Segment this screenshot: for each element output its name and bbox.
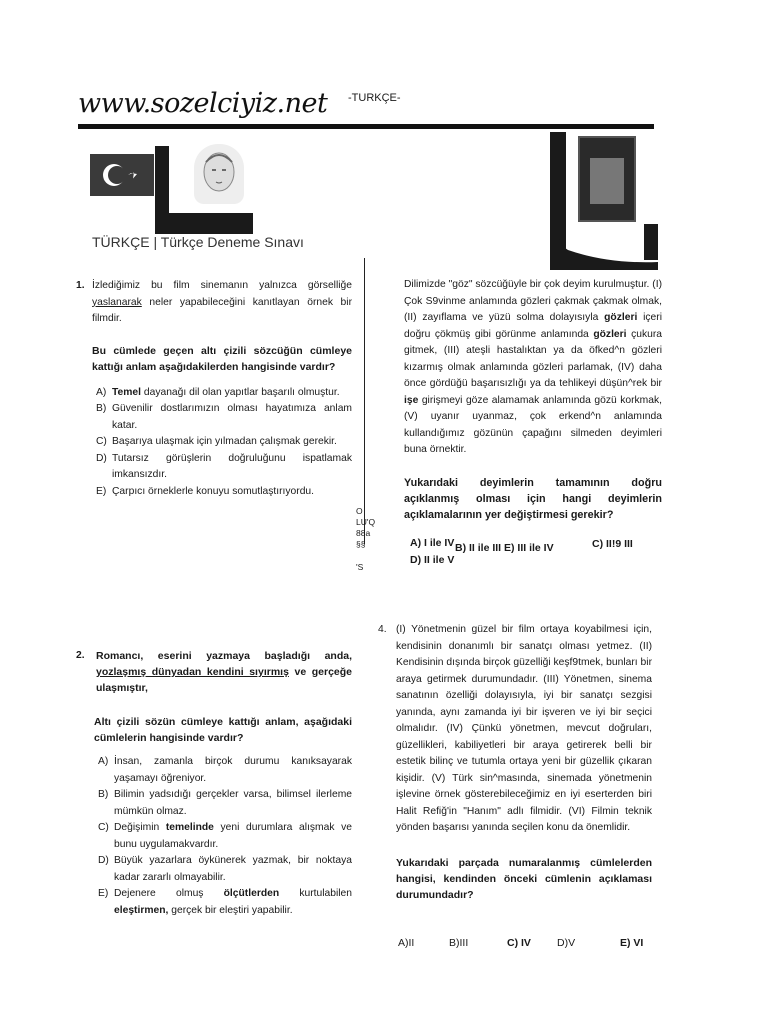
option-letter: A) xyxy=(96,386,107,398)
margin-mark: LU'Q xyxy=(356,517,376,527)
option-text-part: kurtulabilen xyxy=(279,888,352,899)
question-number: 4. xyxy=(378,624,387,635)
question-number: 2. xyxy=(76,650,85,661)
answer-options xyxy=(98,754,352,919)
site-logo-text: www.sozelciyiz.net xyxy=(78,88,328,119)
question-stem: Altı çizili sözün cümleye kattığı anlam, aşağıdaki cümlelerin hangisinde vardır? xyxy=(94,716,352,744)
bold-word: gözleri xyxy=(604,312,638,323)
column-divider xyxy=(364,258,365,544)
option-c[interactable] xyxy=(98,820,352,853)
question-stem: Yukarıdaki parçada numaralanmış cümlelerden hangisi, kendinden önceki cümlenin açıklaması durumundadır? xyxy=(396,856,652,901)
turkish-flag-image xyxy=(90,154,154,196)
option-bold-text: temelinde xyxy=(165,822,214,833)
option-a[interactable]: A) I ile IV xyxy=(410,537,455,549)
option-a[interactable]: A)II xyxy=(398,937,415,949)
option-d[interactable] xyxy=(96,451,352,484)
margin-mark: §§ xyxy=(356,539,366,549)
answer-options xyxy=(96,385,352,501)
question-stem: Yukarıdaki deyimlerin tamamının doğru açıklanmış olması için hangi deyimlerin açıklamalarının yer değiştirmesi gerekir? xyxy=(404,476,662,521)
option-text xyxy=(114,820,352,853)
option-letter: A) xyxy=(98,756,109,767)
margin-mark: 88a xyxy=(356,528,371,538)
option-letter: B) xyxy=(96,403,107,414)
option-b[interactable] xyxy=(98,787,352,820)
option-letter: E) xyxy=(96,485,107,497)
text-part: Dilimizde "göz" sözcüğüyle bir çok deyim kurulmuştur. (I) Çok S9vinme anlamında gözleri çakmak çakmak olmak, (II) zayıflama ve yüzü solma dolayısıyla xyxy=(404,279,662,323)
decorative-swoosh xyxy=(548,210,660,270)
option-e[interactable]: E) VI xyxy=(620,937,644,949)
option-text-part: gerçek bir eleştiri yapabilir. xyxy=(168,904,293,916)
option-d[interactable]: D) II ile V xyxy=(410,554,455,566)
option-e[interactable] xyxy=(96,484,352,501)
underlined-phrase: yozlaşmış dünyadan kendini sıyırmış xyxy=(96,666,289,678)
option-c[interactable]: C) IV xyxy=(507,937,531,949)
option-letter: B) xyxy=(98,789,109,800)
text-part: Romancı, eserini yazmaya başladığı anda, xyxy=(96,650,352,662)
question-2 xyxy=(76,648,352,919)
margin-mark: O xyxy=(356,506,363,516)
text-part: girişmeyi göze alamamak anlamında gözü korkmak, (V) uyanır uyanmaz, çok erkend^n anlamında kullandığımız gözünün çapağını silmeden deyimleri buna örnektir. xyxy=(404,394,662,455)
question-1 xyxy=(76,278,352,500)
option-letter: D) xyxy=(98,855,109,866)
question-text: (I) Yönetmenin güzel bir film ortaya koyabilmesi için, kendisinin donanımlı bir sanatçı olması yetmez. (II) Kendisinin dışında birçok güzelliği keşf9tmek, bunları bir araya getirmek durumundadır. (III) Yönetmen, sinema sanatının özelliği dolayısıyla, iyi bir sanatçı sezgisi yanında, aynı zamanda iyi bir işveren ve iyi bir seçici olmalıdır. (IV) Çünkü yönetmen, mevcut doğruları, güzellikleri, kabiliyetleri bir araya getirerek belli bir estetik bilinç ve tutumla ortaya yeni bir güzellik çıkaran kişidir. (V) Türk sin^masında, sinemada yönetmenin işlevine örnek gösterebileceğimiz en iyi eserterden biri Halit Refiğ'in "Hanım" adlı filmidir. (VI) Filmin teknik yönden başarısı yanında seçilen konu da önemlidir. xyxy=(396,624,652,833)
question-number: 1. xyxy=(76,280,85,291)
portrait-image xyxy=(194,144,244,204)
option-bold-text: ölçütlerden xyxy=(223,888,280,899)
option-bold-text: Temel xyxy=(112,386,141,398)
option-text: Başarıya ulaşmak için yılmadan çalışmak gerekir. xyxy=(112,436,337,447)
option-text: Bilimin yadsıdığı gerçekler varsa, bilimsel ilerleme mümkün olmaz. xyxy=(114,789,352,817)
option-d[interactable] xyxy=(98,853,352,886)
option-letter: D) xyxy=(96,452,107,464)
option-text-part: Dejenere olmuş xyxy=(114,888,224,899)
option-letter: E) xyxy=(98,888,109,899)
option-text-part: yeni durumlara alışmak ve bunu uygulamakvardır. xyxy=(114,822,352,850)
option-b[interactable] xyxy=(96,401,352,434)
option-c[interactable]: C) II!9 III xyxy=(592,538,633,550)
option-text xyxy=(112,385,352,402)
option-a[interactable] xyxy=(98,754,352,787)
option-text: İnsan, zamanla birçok durumu kanıksayarak yaşamayı öğreniyor. xyxy=(114,756,352,784)
decorative-bar xyxy=(155,213,253,234)
question-text xyxy=(404,277,662,459)
underlined-word: yaslanarak xyxy=(92,296,142,308)
option-c[interactable] xyxy=(96,434,352,451)
option-text-part: Değişimin xyxy=(114,822,166,833)
question-text xyxy=(92,278,352,328)
bold-word: işe xyxy=(404,394,419,406)
question-text xyxy=(96,648,352,696)
option-rest-text: dayanağı dil olan yapıtlar başarılı olmuştur. xyxy=(141,386,340,398)
margin-marks xyxy=(356,506,376,573)
option-e[interactable] xyxy=(98,886,352,919)
option-letter: C) xyxy=(98,822,109,833)
option-text: Büyük yazarlara öykünerek yazmak, bir noktaya kadar zararlı olmayabilir. xyxy=(114,855,352,883)
option-a[interactable] xyxy=(96,385,352,402)
text-part: İzlediğimiz bu film sinemanın yalnızca görselliğe xyxy=(92,280,352,291)
option-text: Çarpıcı örneklerle konuyu somutlaştırıyordu. xyxy=(112,485,315,497)
question-3 xyxy=(404,277,662,523)
text-part: ve gerçeğe ulaşmıştır, xyxy=(96,666,352,694)
text-part: içeri doğru çökmüş gibi görünme anlamında xyxy=(404,312,662,340)
header-rule xyxy=(78,124,654,129)
option-text xyxy=(114,886,352,919)
option-b-c-e[interactable]: B) II ile III E) III ile IV xyxy=(455,542,554,554)
text-part: çukura gitmek, (III) ateşli hastalıktan ya da öfked^n gözleri kızarmış olmak anlamında gözleri parlamak, (IV) daha önce gördüğü başarısızlığı ya da tehlikeyi düşün^rek bir xyxy=(404,328,662,389)
question-stem: Bu cümlede geçen altı çizili sözcüğün cümleye kattığı anlam aşağıdakilerden hangisinde vardır? xyxy=(92,344,352,373)
option-text: Tutarsız görüşlerin doğruluğunu ispatlamak imkansızdır. xyxy=(112,452,352,480)
exam-title: TÜRKÇE | Türkçe Deneme Sınavı xyxy=(92,234,304,250)
option-text: Güvenilir dostlarımızın olması hayatımıza anlam katar. xyxy=(112,403,352,431)
option-bold-text: eleştirmen, xyxy=(114,904,169,916)
option-b[interactable]: B)III xyxy=(449,937,469,949)
question-4 xyxy=(378,622,652,903)
subject-label: -TURKÇE- xyxy=(348,92,401,104)
option-letter: C) xyxy=(96,436,107,447)
text-part: neler yapabileceğini kanıtlayan örnek bir filmdir. xyxy=(92,296,352,324)
bold-word: gözleri xyxy=(593,328,627,340)
margin-mark: 'S xyxy=(356,562,364,572)
option-d[interactable]: D)V xyxy=(557,937,576,949)
